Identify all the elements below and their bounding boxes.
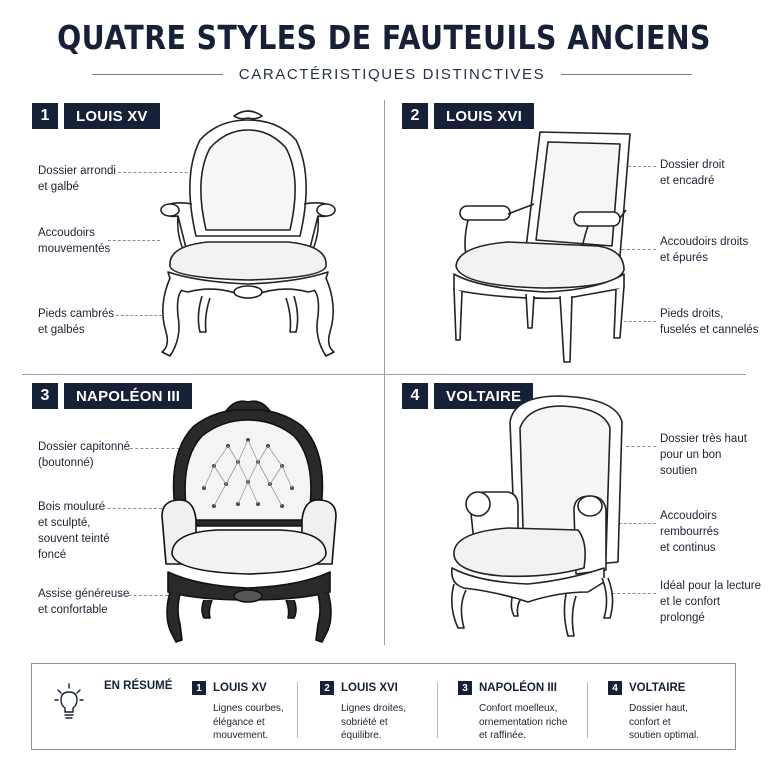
summary-box <box>31 663 736 750</box>
panel-name: VOLTAIRE <box>434 383 533 409</box>
panel-4-label-2: Accoudoirs rembourrés et continus <box>660 510 719 554</box>
subtitle-rule-right <box>561 74 692 75</box>
summary-separator <box>587 682 588 738</box>
summary-item-name: NAPOLÉON III <box>479 682 557 694</box>
louis-xv-chair-illustration <box>148 106 348 362</box>
panel-2-label-1: Dossier droit et encadré <box>660 159 725 187</box>
panel-number: 2 <box>402 103 428 129</box>
panel-1-label-2: Accoudoirs mouvementés <box>38 227 111 255</box>
summary-item-text: Confort moelleux, ornementation riche et raffinée. <box>479 703 568 741</box>
summary-item-number: 3 <box>458 681 472 695</box>
summary-item-1 <box>192 680 313 743</box>
summary-item-3 <box>458 680 597 743</box>
panel-4-label-1: Dossier très haut pour un bon soutien <box>660 433 747 477</box>
panel-2-badge <box>402 103 534 129</box>
summary-item-number: 1 <box>192 681 206 695</box>
voltaire-chair-illustration <box>448 392 628 648</box>
vertical-divider <box>384 100 385 645</box>
louis-xvi-chair-illustration <box>448 128 638 366</box>
summary-item-name: LOUIS XVI <box>341 682 398 694</box>
page-subtitle: CARACTÉRISTIQUES DISTINCTIVES <box>238 65 546 83</box>
panel-3-label-3: Assise généreuse et confortable <box>38 588 130 616</box>
panel-number: 3 <box>32 383 58 409</box>
panel-1-label-3: Pieds cambrés et galbés <box>38 308 115 336</box>
panel-1-label-1: Dossier arrondi et galbé <box>38 165 116 193</box>
summary-title: EN RÉSUMÉ <box>104 680 173 692</box>
panel-3-label-2: Bois mouluré et sculpté, souvent teinté foncé <box>38 501 110 561</box>
panel-3-label-1: Dossier capitonné (boutonné) <box>38 441 131 469</box>
summary-separator <box>437 682 438 738</box>
summary-item-number: 4 <box>608 681 622 695</box>
subtitle-rule-left <box>92 74 223 75</box>
panel-1-badge <box>32 103 160 129</box>
summary-item-text: Dossier haut, confort et soutien optimal. <box>629 703 700 741</box>
panel-2-label-3: Pieds droits, fuselés et cannelés <box>660 308 759 336</box>
summary-separator <box>297 682 298 738</box>
summary-item-text: Lignes droites, sobriété et équilibre. <box>341 703 407 741</box>
summary-item-4 <box>608 680 729 743</box>
summary-item-name: LOUIS XV <box>213 682 267 694</box>
summary-item-name: VOLTAIRE <box>629 682 686 694</box>
lightbulb-icon <box>54 682 84 722</box>
page-title: QUATRE STYLES DE FAUTEUILS ANCIENS <box>57 18 711 57</box>
summary-item-2 <box>320 680 441 743</box>
panel-number: 4 <box>402 383 428 409</box>
leader-line <box>626 446 656 447</box>
panel-number: 1 <box>32 103 58 129</box>
summary-item-text: Lignes courbes, élégance et mouvement. <box>213 703 284 741</box>
horizontal-divider <box>22 374 746 375</box>
leader-line <box>92 508 162 509</box>
panel-name: NAPOLÉON III <box>64 383 192 409</box>
panel-4-label-3: Idéal pour la lecture et le confort prolongé <box>660 580 762 624</box>
napoleon-iii-chair-illustration <box>158 396 340 646</box>
panel-name: LOUIS XVI <box>434 103 534 129</box>
subtitle-row <box>92 64 692 84</box>
summary-item-number: 2 <box>320 681 334 695</box>
panel-2-label-2: Accoudoirs droits et épurés <box>660 236 749 264</box>
panel-name: LOUIS XV <box>64 103 160 129</box>
